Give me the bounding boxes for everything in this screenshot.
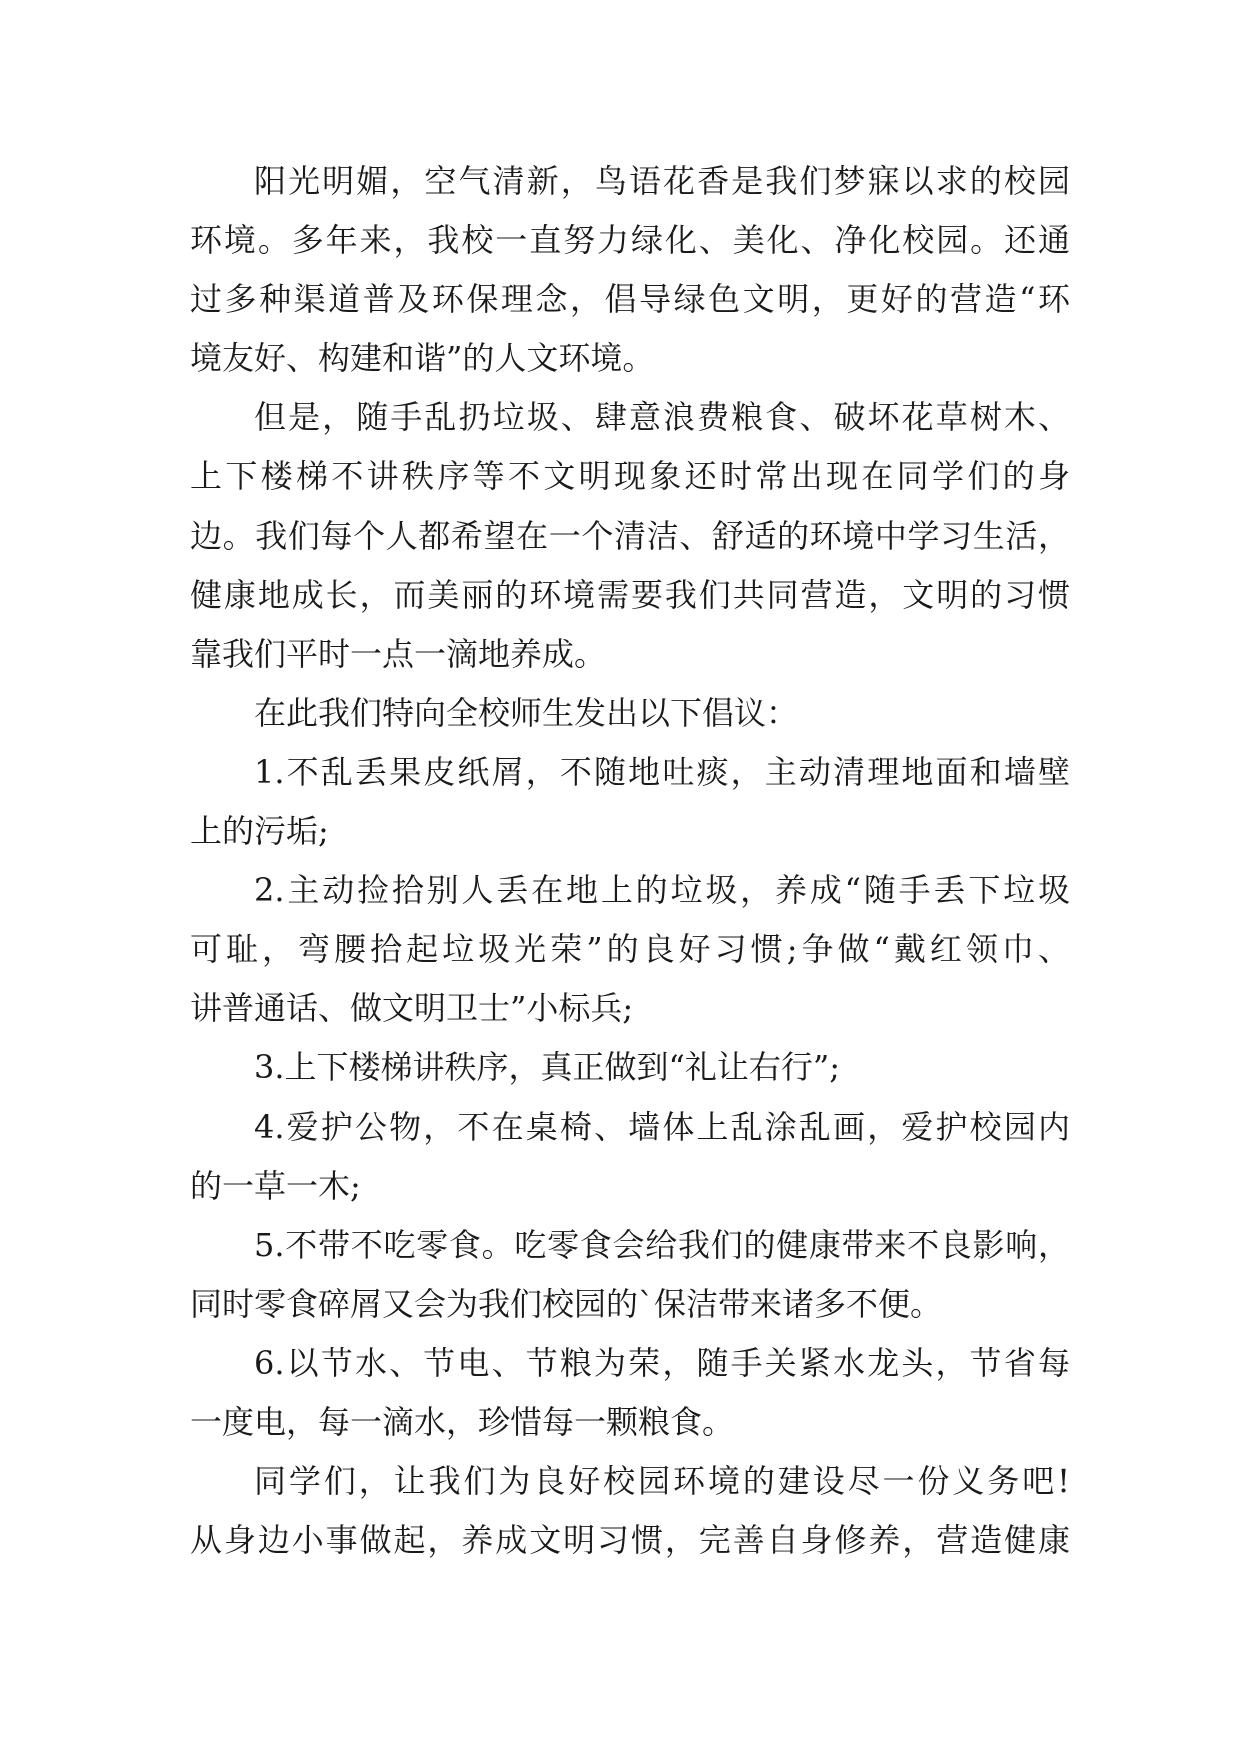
list-item-line: 讲普通话、做文明卫士”小标兵; [190,989,634,1028]
paragraph-line: 环境。多年来，我校一直努力绿化、美化、净化校园。还通 [190,221,1070,260]
list-item-line: 4.爱护公物，不在桌椅、墙体上乱涂乱画，爱护校园内 [254,1107,1070,1146]
paragraph-line: 境友好、构建和谐”的人文环境。 [190,339,655,378]
para-intro [190,152,1070,388]
list-item-line: 同时零食碎屑又会为我们校园的`保洁带来诸多不便。 [190,1284,943,1323]
list-item-line: 一度电，每一滴水，珍惜每一颗粮食。 [190,1402,735,1441]
list-item-line: 可耻，弯腰拾起垃圾光荣”的良好习惯;争做“戴红领巾、 [190,930,1070,969]
proposal-item-6 [190,1334,1070,1452]
list-item-line: 5.不带不吃零食。吃零食会给我们的健康带来不良影响， [254,1225,1070,1264]
list-item-line: 6.以节水、节电、节粮为荣，随手关紧水龙头，节省每 [254,1343,1070,1382]
paragraph-line: 在此我们特向全校师生发出以下倡议： [254,693,799,732]
para-closing [190,1452,1070,1570]
paragraph-line: 靠我们平时一点一滴地养成。 [190,634,607,673]
document-body [190,152,1070,1570]
list-item-line: 1.不乱丢果皮纸屑，不随地吐痰，主动清理地面和墙壁 [254,752,1070,791]
list-item-line: 3.上下楼梯讲秩序，真正做到“礼让右行”; [254,1048,841,1087]
list-item-line: 的一草一木; [190,1166,361,1205]
list-item-line: 2.主动捡拾别人丢在地上的垃圾，养成“随手丢下垃圾 [254,871,1070,910]
proposal-item-4 [190,1098,1070,1216]
paragraph-line: 健康地成长，而美丽的环境需要我们共同营造，文明的习惯 [190,575,1070,614]
proposal-item-3 [190,1038,1070,1097]
paragraph-line: 过多种渠道普及环保理念，倡导绿色文明，更好的营造“环 [190,280,1070,319]
paragraph-line: 但是，随手乱扔垃圾、肆意浪费粮食、破坏花草树木、 [254,398,1070,437]
proposal-item-5 [190,1216,1070,1334]
paragraph-line: 从身边小事做起，养成文明习惯，完善自身修养，营造健康 [190,1521,1070,1560]
paragraph-line: 同学们，让我们为良好校园环境的建设尽一份义务吧! [254,1462,1070,1501]
list-item-line: 上的污垢; [190,812,329,851]
proposal-item-2 [190,861,1070,1038]
paragraph-line: 阳光明媚，空气清新，鸟语花香是我们梦寐以求的校园 [254,162,1070,200]
paragraph-line: 上下楼梯不讲秩序等不文明现象还时常出现在同学们的身 [190,457,1070,496]
para-problem [190,388,1070,683]
para-proposal-intro [190,684,1070,743]
proposal-item-1 [190,743,1070,861]
paragraph-line: 边。我们每个人都希望在一个清洁、舒适的环境中学习生活， [190,516,1070,555]
